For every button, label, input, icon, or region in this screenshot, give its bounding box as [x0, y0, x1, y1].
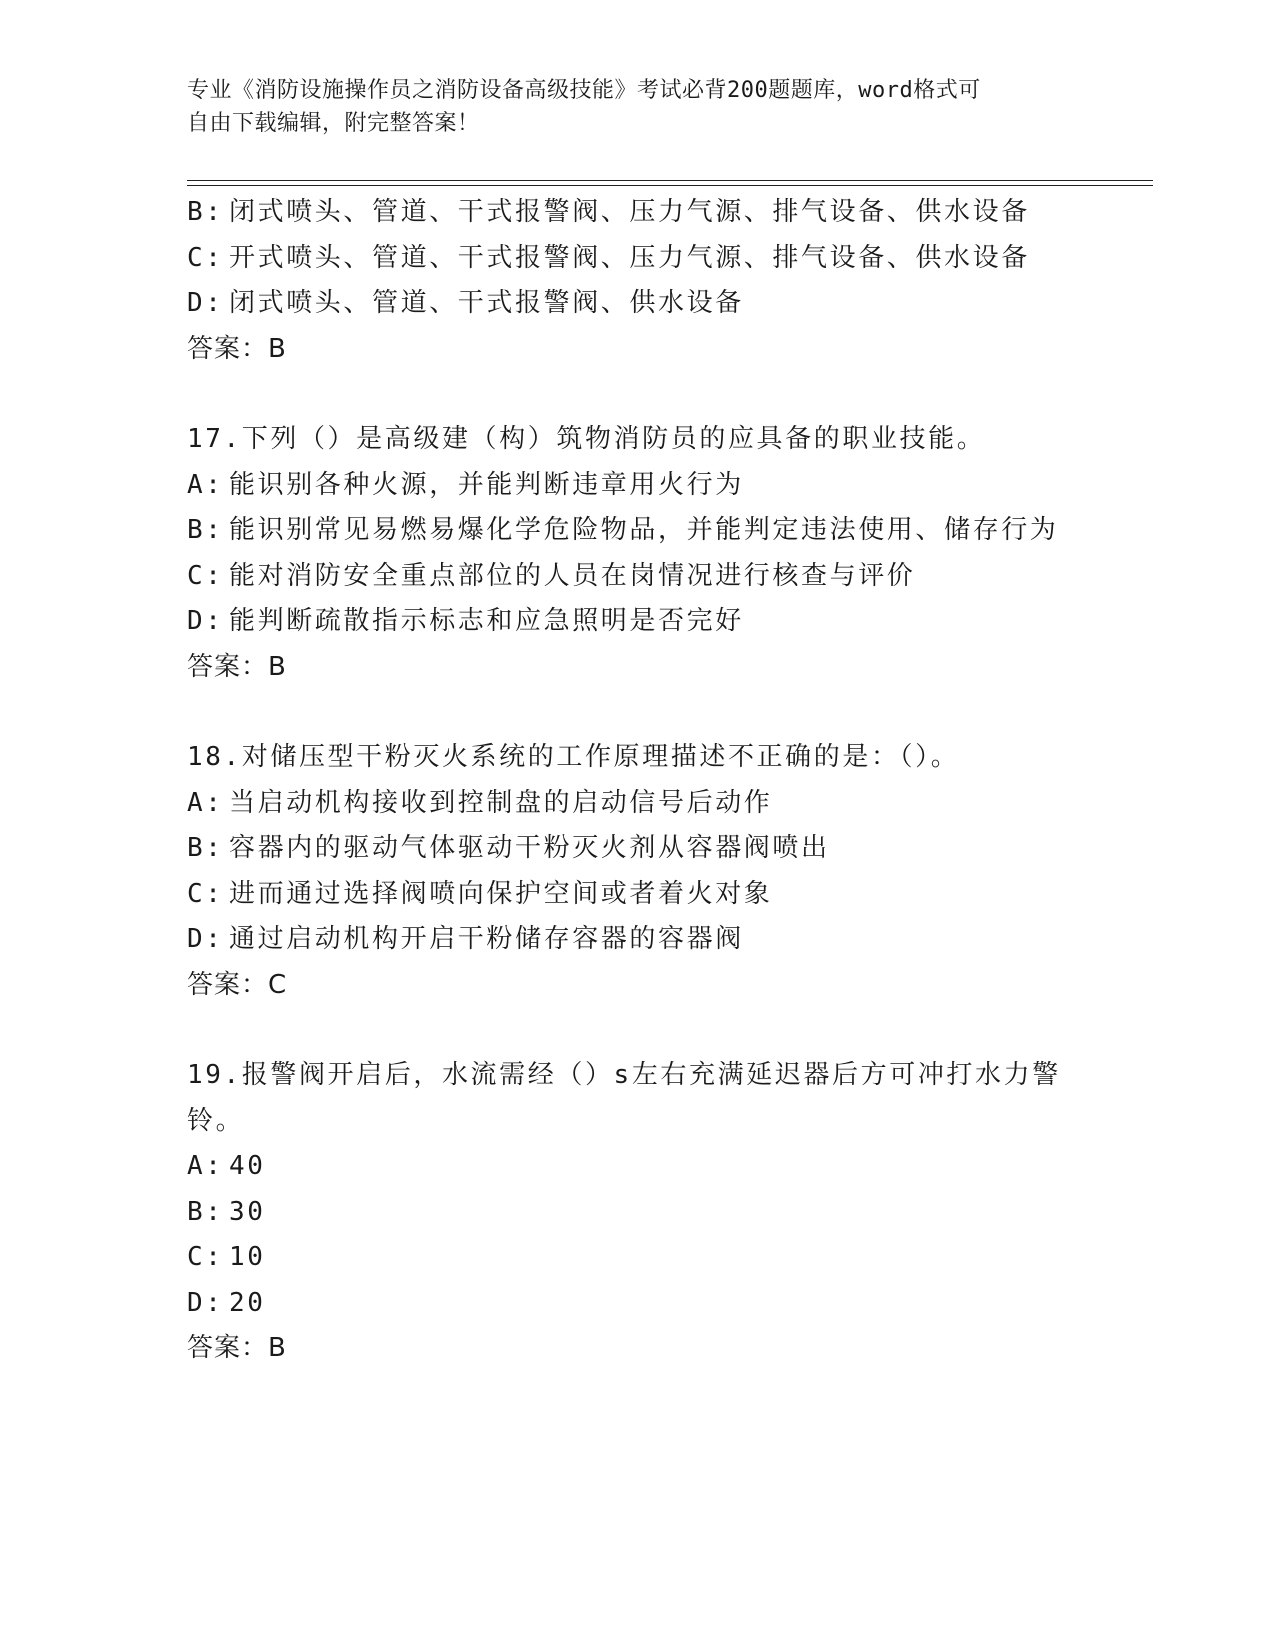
question-stem-line-1: 19.报警阀开启后，水流需经（）s左右充满延迟器后方可冲打水力警: [187, 1060, 1061, 1090]
option-a: A: 40: [187, 1151, 266, 1181]
header-line-1: 专业《消防设施操作员之消防设备高级技能》考试必背200题题库，word格式可: [187, 78, 981, 103]
header-divider-top: [187, 180, 1153, 181]
answer-line: 答案：B: [187, 1333, 287, 1363]
question-17: [187, 417, 1087, 690]
header-divider-bottom: [187, 185, 1153, 186]
option-b: B: 容器内的驱动气体驱动干粉灭火剂从容器阀喷出: [187, 833, 830, 863]
question-stem-line-2: 铃。: [187, 1105, 245, 1136]
option-c: C: 开式喷头、管道、干式报警阀、压力气源、排气设备、供水设备: [187, 242, 1030, 273]
option-c: C: 能对消防安全重点部位的人员在岗情况进行核查与评价: [187, 560, 916, 591]
option-d: D: 能判断疏散指示标志和应急照明是否完好: [187, 606, 744, 636]
document-header: [187, 74, 1067, 140]
answer-line: 答案：B: [187, 651, 287, 682]
option-a: A: 当启动机构接收到控制盘的启动信号后动作: [187, 787, 773, 818]
option-c: C: 10: [187, 1242, 266, 1272]
option-b: B: 能识别常见易燃易爆化学危险物品，并能判定违法使用、储存行为: [187, 515, 1059, 545]
header-line-2: 自由下载编辑，附完整答案！: [187, 111, 480, 136]
answer-line: 答案：C: [187, 969, 288, 1000]
option-b: B: 30: [187, 1196, 266, 1227]
answer-line: 答案：B: [187, 333, 287, 364]
question-stem: 18.对储压型干粉灭火系统的工作原理描述不正确的是：（）。: [187, 742, 960, 772]
option-c: C: 进而通过选择阀喷向保护空间或者着火对象: [187, 878, 773, 909]
option-a: A: 能识别各种火源，并能判断违章用火行为: [187, 469, 744, 500]
question-stem: 17.下列（）是高级建（构）筑物消防员的应具备的职业技能。: [187, 424, 986, 454]
question-19: [187, 1053, 1087, 1372]
option-b: B: 闭式喷头、管道、干式报警阀、压力气源、排气设备、供水设备: [187, 197, 1030, 227]
question-content: [187, 190, 1087, 1372]
option-d: D: 闭式喷头、管道、干式报警阀、供水设备: [187, 288, 744, 318]
option-d: D: 20: [187, 1287, 266, 1318]
question-18: [187, 735, 1087, 1008]
option-d: D: 通过启动机构开启干粉储存容器的容器阀: [187, 924, 744, 954]
prev-question-block: [187, 190, 1087, 372]
